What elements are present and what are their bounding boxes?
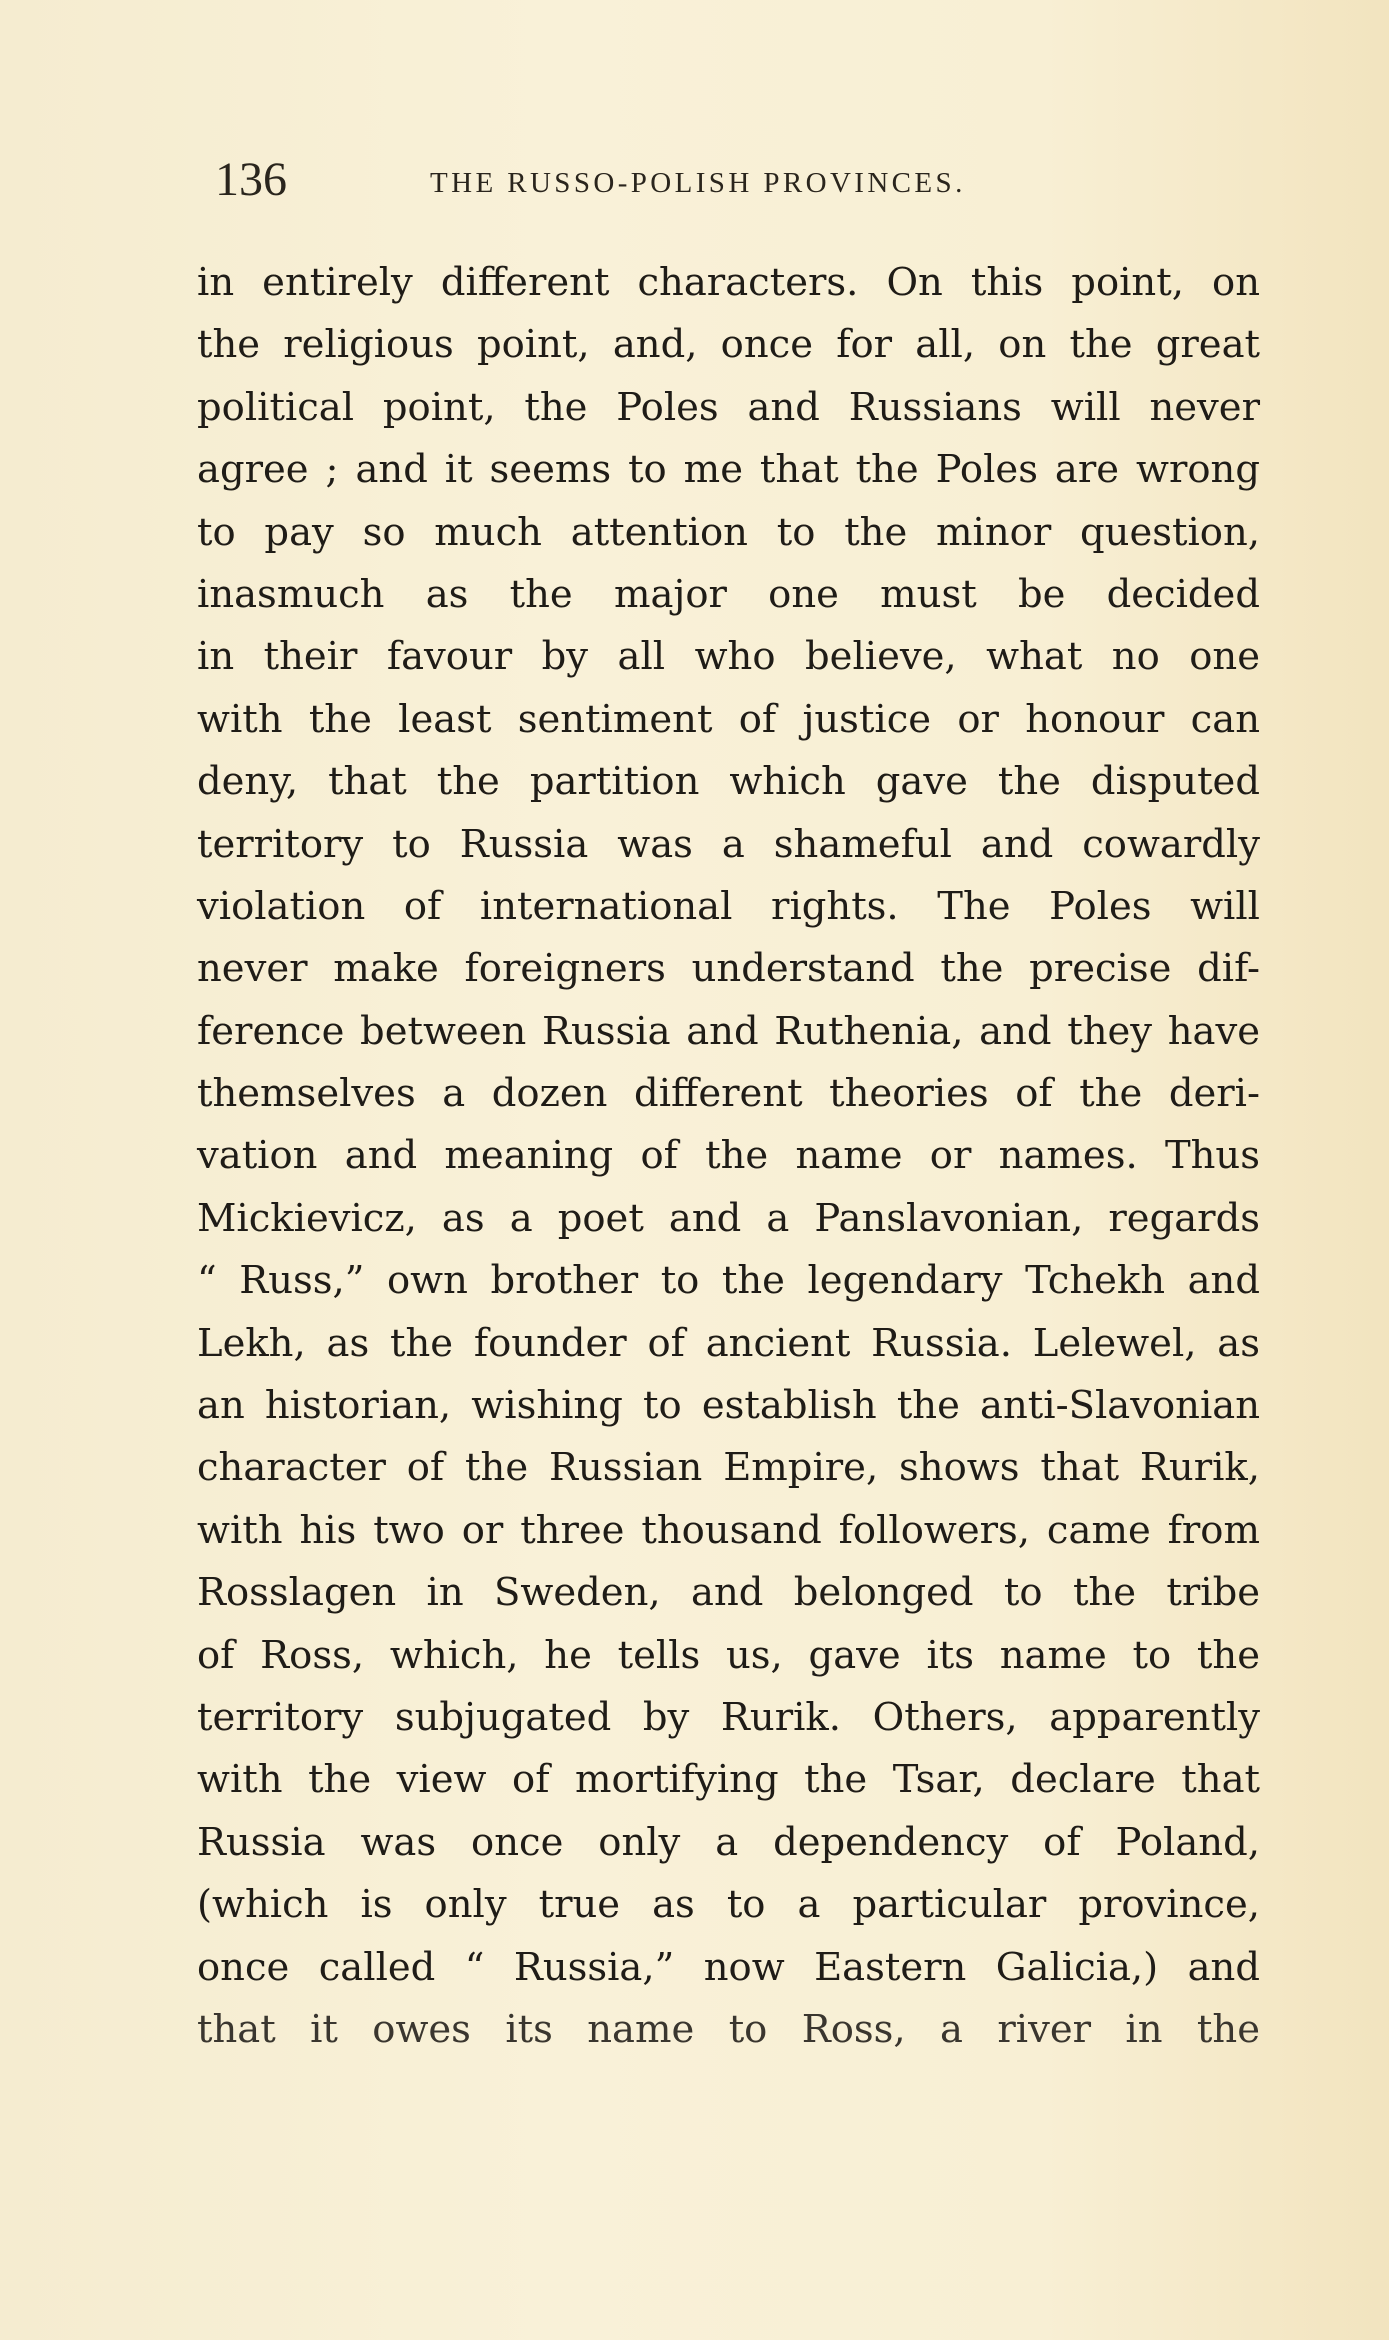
text-line: agree ; and it seems to me that the Poles are wrong [197, 447, 1260, 493]
text-line: of Ross, which, he tells us, gave its name to the [197, 1632, 1260, 1678]
text-line: political point, the Poles and Russians will never [197, 384, 1260, 430]
text-line: (which is only true as to a particular province, [197, 1882, 1260, 1928]
text-line: ference between Russia and Ruthenia, and they have [197, 1008, 1260, 1054]
text-line: character of the Russian Empire, shows that Rurik, [197, 1445, 1260, 1491]
text-line: in their favour by all who believe, what no one [197, 634, 1260, 680]
text-line: an historian, wishing to establish the anti-Slavonian [197, 1383, 1260, 1429]
text-line: in entirely different characters. On this point, on [197, 260, 1260, 305]
text-line: with the view of mortifying the Tsar, declare that [197, 1757, 1260, 1803]
text-line: territory to Russia was a shameful and cowardly [197, 821, 1260, 867]
text-line: Rosslagen in Sweden, and belonged to the tribe [197, 1570, 1260, 1616]
text-line: inasmuch as the major one must be decided [197, 571, 1260, 617]
text-line: themselves a dozen different theories of the deri- [197, 1071, 1260, 1117]
text-line: Mickievicz, as a poet and a Panslavonian, regards [197, 1195, 1260, 1241]
body-text [197, 252, 1260, 2061]
text-line: with the least sentiment of justice or honour can [197, 696, 1260, 742]
text-line: that it owes its name to Ross, a river in the [197, 2006, 1260, 2052]
text-line: never make foreigners understand the precise dif- [197, 946, 1260, 992]
text-line: “ Russ,” own brother to the legendary Tchekh and [197, 1258, 1260, 1304]
text-line: once called “ Russia,” now Eastern Galicia,) and [197, 1944, 1260, 1990]
text-line: violation of international rights. The Poles will [197, 883, 1260, 929]
running-head: THE RUSSO-POLISH PROVINCES. [430, 167, 966, 199]
page-header [215, 150, 1215, 210]
text-line: Russia was once only a dependency of Poland, [197, 1819, 1260, 1865]
page-number: 136 [215, 153, 287, 206]
text-line: territory subjugated by Rurik. Others, apparently [197, 1694, 1260, 1740]
text-line: to pay so much attention to the minor question, [197, 509, 1260, 555]
text-line: vation and meaning of the name or names. Thus [197, 1133, 1260, 1179]
text-line: Lekh, as the founder of ancient Russia. Lelewel, as [197, 1320, 1260, 1366]
text-line: the religious point, and, once for all, on the great [197, 322, 1260, 368]
text-line: deny, that the partition which gave the disputed [197, 759, 1260, 805]
text-line: with his two or three thousand followers, came from [197, 1507, 1260, 1553]
